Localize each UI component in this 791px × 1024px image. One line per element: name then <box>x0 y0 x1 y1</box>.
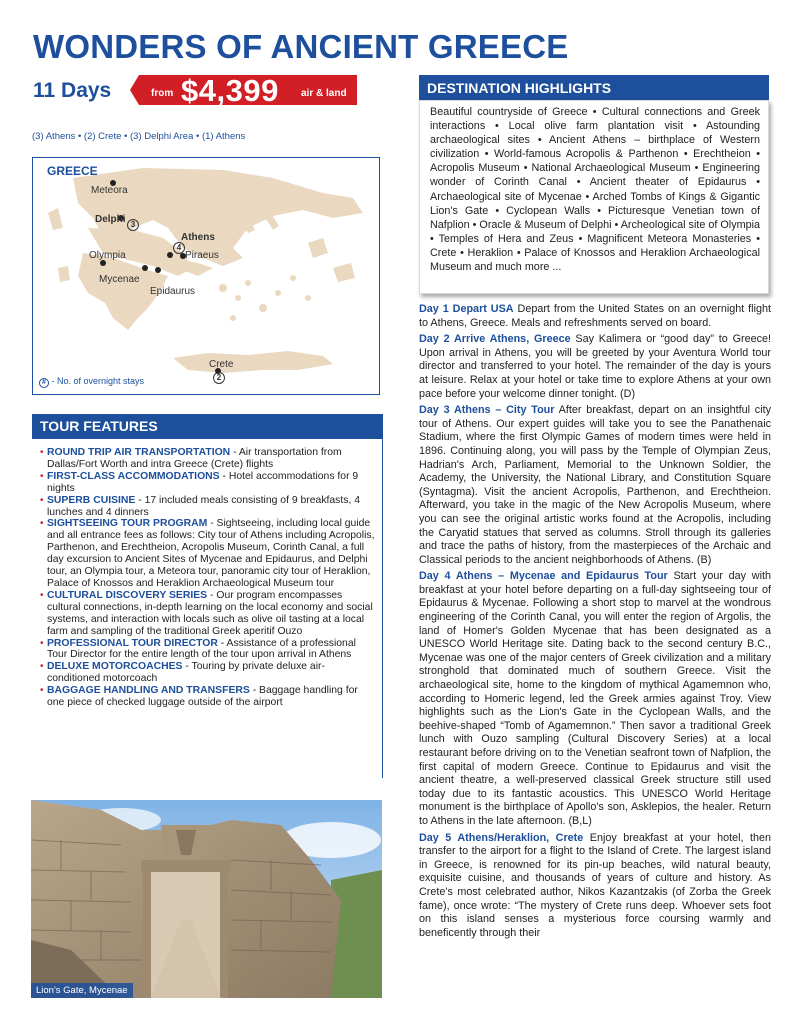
feature-title: PROFESSIONAL TOUR DIRECTOR <box>47 637 218 649</box>
feature-item <box>42 590 376 638</box>
day-title: Day 5 Athens/Heraklion, Crete <box>419 831 584 844</box>
feature-item <box>42 471 376 495</box>
feature-title: FIRST-CLASS ACCOMMODATIONS <box>47 470 220 482</box>
price-value: $4,399 <box>181 73 279 108</box>
itinerary <box>419 303 771 943</box>
day-text: Say Kalimera or “good day” to Greece! Upon arrival in Athens, you will be greeted by your Aventura World tour director and transferred to your hotel. The remainder of the day is yours at leisure. Relax at your hotel or take time to explore Athens at your own pace before your welcome dinner tonight. (D) <box>419 333 771 400</box>
feature-item <box>42 518 376 589</box>
itinerary-day <box>419 333 771 401</box>
day-title: Day 2 Arrive Athens, Greece <box>419 333 571 346</box>
day-text: Depart from the United States on an overnight flight to Athens, Greece. Meals and refreshments served on board. <box>419 303 771 329</box>
feature-text: - Baggage handling for one piece of checked luggage outside of the airport <box>47 685 358 709</box>
highlights-heading: DESTINATION HIGHLIGHTS <box>419 75 769 100</box>
map-nights-delphi: 3 <box>127 219 139 231</box>
price-banner <box>139 73 357 108</box>
map-legend <box>39 376 144 388</box>
feature-title: SIGHTSEEING TOUR PROGRAM <box>47 518 208 530</box>
lions-gate-photo <box>31 800 382 998</box>
feature-item <box>42 447 376 471</box>
feature-title: SUPERB CUISINE <box>47 494 136 506</box>
map-label-meteora: Meteora <box>91 185 128 196</box>
feature-text: - Air transportation from Dallas/Fort Worth and intra Greece (Crete) flights <box>47 447 342 470</box>
feature-text: - 17 included meals consisting of 9 breakfasts, 4 lunches and 4 dinners <box>47 494 361 518</box>
day-title: Day 1 Depart USA <box>419 303 514 315</box>
trip-duration: 11 Days <box>33 79 112 102</box>
page-title: WONDERS OF ANCIENT GREECE <box>33 28 569 65</box>
map-label-mycenae: Mycenae <box>99 274 140 285</box>
feature-item <box>42 495 376 519</box>
map-label-piraeus: Piraeus <box>185 250 219 261</box>
feature-item <box>42 638 376 662</box>
map-nights-crete: 2 <box>213 372 225 384</box>
day-text: Start your day with breakfast at your hotel before departing on a full-day sightseeing tour of Epidaurus & Mycenae. Following a short stop to marvel at the wondrous engineering of the Corinth Canal, you will enter the region of Argolis, the land of Homer's Golden Mycenae that has been designated as a UNESCO World Heritage site. Dating back to the second century B.C., Mycenae was one of the major centers of Greek civilization and a military stronghold that dominated much of southern Greece. Visit the archaeological site, home to the kingdom of mythical Agamemnon who, according to Homeric legend, led the Greek armies against Troy. View highlights such as the Lion's Gate in the Cyclopean Walls, and the beehive-shaped “Tomb of Agamemnon.” Then savor a traditional Greek lunch with Ouzo sampling (Cultural Discovery Series) at a local restaurant before driving on to the Venetian seafront town of Nafplion, the first capital of modern Greece. Continue to Epidaurus and visit the ancient theatre, a well-preserved classical Greek structure still used today due to its fantastic acoustics. This UNESCO World Heritage monument is the birthplace of Apollo's son, Asklepios, the healer. Return to Athens in the late afternoon. (B,L) <box>419 570 771 827</box>
feature-title: CULTURAL DISCOVERY SERIES <box>47 589 208 601</box>
price-suffix: air & land <box>301 88 347 99</box>
day-title: Day 4 Athens – Mycenae and Epidaurus Tour <box>419 570 668 583</box>
feature-title: BAGGAGE HANDLING AND TRANSFERS <box>47 685 250 697</box>
itinerary-day <box>419 404 771 567</box>
tour-features-list <box>32 439 383 778</box>
feature-title: ROUND TRIP AIR TRANSPORTATION <box>47 447 231 458</box>
map-landmass <box>33 158 380 395</box>
feature-item <box>42 661 376 685</box>
feature-text: - Touring by private deluxe air-conditioned motorcoach <box>47 661 325 685</box>
itinerary-day <box>419 570 771 828</box>
price-from-label: from <box>151 88 174 99</box>
highlights-text: Beautiful countryside of Greece • Cultural connections and Greek interactions • Local olive farm plantation visit • Astounding archaeological sites • Ancient Athens – birthplace of Western civilization • World-famous Acropolis & Parthenon • Erechtheion • Acropolis Museum • National Archaeological Museum • Engineering wonder of Corinth Canal • Ancient theater of Epidaurus • Archaeological site of Mycenae • Arched Tombs of Kings & Gigantic Lion's Gate • Cyclopean Walls • Picturesque Venetian town of Nafplion • Oracle & Museum of Delphi • Archeological site of Olympia • Temples of Hera and Zeus • Magnificent Meteora Monasteries • Crete • Heraklion • Palace of Knossos and Heraklion Archaeological Museum and much more ... <box>419 100 769 294</box>
map-nights-athens: 4 <box>173 242 185 254</box>
feature-item <box>42 685 376 709</box>
map-label-epidaurus: Epidaurus <box>150 286 196 297</box>
day-text: After breakfast, depart on an insightful city tour of Athens. Our expert guides will take you to see the Panathenaic Stadium, where the first Olympic Games of modern times were held in 1896. Continuing along, you will pass by the Temple of Olympian Zeus, Hadrian's Arch, Parliament, Memorial to the Unknown Soldier, the Academy, the University, the National Library, and Constitution Square (Syntagma). Visit the ancient Acropolis, Parthenon, and Erechtheion. Afterward, you take in the magic of the New Acropolis Museum, where you can see the original artistic works found at the Acropolis, including the Caryatid statues that served as columns. Stroll through its galleries and trace the paths of history, from the masterpieces of the Archaic and Classical periods to the ancient neighborhoods of Athens. (B) <box>419 404 771 566</box>
map-legend-symbol: # <box>39 378 49 388</box>
tour-features-heading: TOUR FEATURES <box>32 414 383 439</box>
greece-map <box>32 157 380 395</box>
map-label-athens: Athens <box>181 232 215 243</box>
lions-gate-illustration <box>31 800 382 998</box>
map-title: GREECE <box>47 164 98 178</box>
feature-title: DELUXE MOTORCOACHES <box>47 661 183 673</box>
feature-text: - Our program encompasses cultural connections, in-depth learning on the local economy and social systems, and interaction with locals such as olive oil tasting at a local farm and sampling of the traditional Greek aperitif Ouzo <box>47 589 373 637</box>
map-label-crete: Crete <box>209 359 234 370</box>
map-label-delphi: Delphi <box>95 214 126 225</box>
itinerary-day <box>419 832 771 941</box>
feature-text: - Assistance of a professional Tour Director for the entire length of the tour upon arrival in Athens <box>47 637 356 661</box>
map-label-olympia: Olympia <box>89 250 126 261</box>
day-text: Enjoy breakfast at your hotel, then transfer to the airport for a flight to the Island of Crete. The largest island in Greece, is renowned for its pin-up beaches, wild natural beauty, exquisite cuisine, and thousands of years of culture and history. As Crete's most celebrated author, Nikos Kazantzakis (of Zorba the Greek fame), once wrote: “The mystery of Crete runs deep. Whoever sets foot on this island senses a mysterious force coursing warmly and beneficently through their <box>419 831 772 939</box>
feature-text: - Hotel accommodations for 9 nights <box>47 470 359 494</box>
itinerary-summary: (3) Athens • (2) Crete • (3) Delphi Area • (1) Athens <box>32 131 246 142</box>
day-title: Day 3 Athens – City Tour <box>419 404 555 417</box>
itinerary-day <box>419 303 771 330</box>
photo-caption: Lion's Gate, Mycenae <box>31 983 133 998</box>
map-legend-text: - No. of overnight stays <box>51 376 145 386</box>
feature-text: - Sightseeing, including local guide and all entrance fees as follows: City tour of Athens including Acropolis, Parthenon, and Erechtheion, Acropolis Museum, Corinth Canal, a full day excursion to Ancient Sites of Mycenae and Epidaurus, and Delphi tour, an Olympia tour, a Meteora tour, panoramic city tour of Heraklion, Palace of Knossos and Heraklion Archaeological Museum tour <box>47 518 375 589</box>
